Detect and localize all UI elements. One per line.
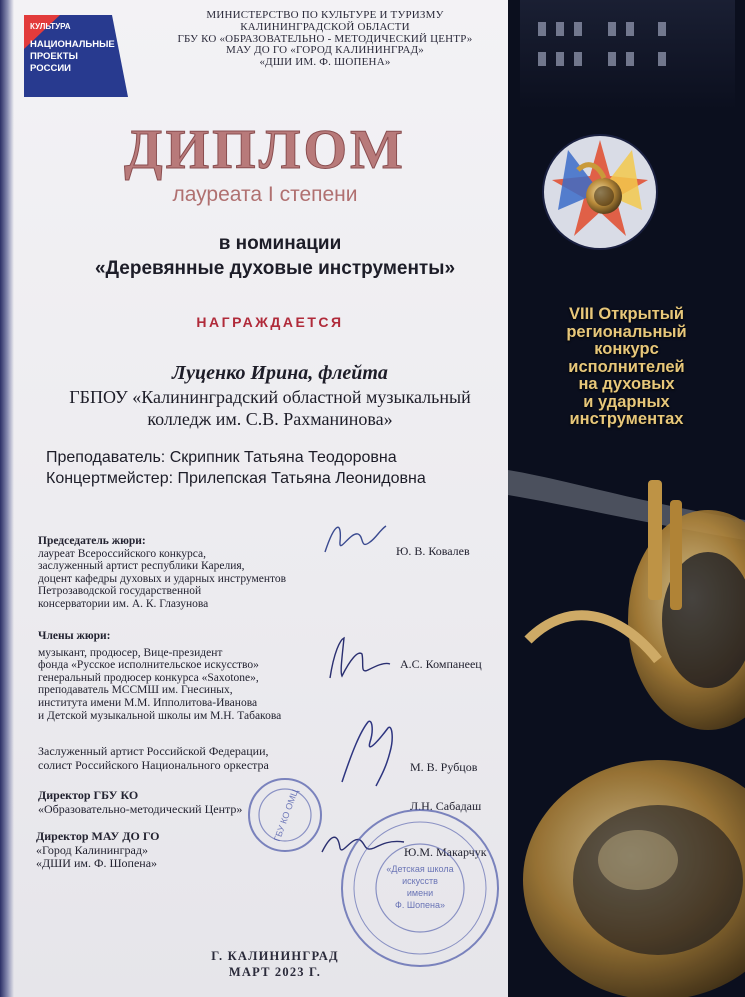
- recipient-name: Луценко Ирина, флейта: [172, 362, 388, 384]
- recipient-institution: [30, 386, 510, 430]
- teachers-block: [46, 447, 426, 489]
- institution-line: колледж им. С.В. Рахманинова»: [147, 409, 393, 429]
- logo-line4: РОССИИ: [30, 63, 71, 74]
- decorative-panel: [508, 0, 745, 997]
- signature-member2: [332, 712, 412, 790]
- accompanist-line: Концертмейстер: Прилепская Татьяна Леонидовна: [46, 470, 426, 487]
- director2-name: Ю.М. Макарчук: [404, 845, 487, 859]
- jury-chair-name: Ю. В. Ковалев: [396, 544, 470, 558]
- jury-chair-line: лауреат Всероссийского конкурса,: [38, 547, 207, 560]
- teacher-line: Преподаватель: Скрипник Татьяна Теодоровна: [46, 449, 397, 466]
- director1-name: Л.Н. Сабадаш: [410, 799, 482, 813]
- contest-title: [508, 306, 745, 429]
- header-line: МИНИСТЕРСТВО ПО КУЛЬТУРЕ И ТУРИЗМУ: [206, 9, 444, 21]
- director2-line: «ДШИ им. Ф. Шопена»: [36, 856, 158, 870]
- jury-chair-line: консерватории им. А. К. Глазунова: [38, 597, 209, 610]
- jury-member1-line: и Детской музыкальной школы им М.Н. Табакова: [38, 709, 282, 722]
- jury-member2-line: солист Российского Национального оркестра: [38, 758, 269, 772]
- jury-member1-line: института имени М.М. Ипполитова-Иванова: [38, 696, 258, 709]
- header-line: МАУ ДО ГО «ГОРОД КАЛИНИНГРАД»: [225, 44, 425, 57]
- signature-member1: [322, 632, 392, 684]
- logo-line2: НАЦИОНАЛЬНЫЕ: [30, 39, 115, 50]
- nomination-label: в номинации: [218, 233, 342, 254]
- contest-emblem: [543, 135, 657, 249]
- stamp2-line: искусств: [402, 876, 438, 886]
- director2-block: [36, 830, 160, 871]
- jury-members-heading: Члены жюри:: [38, 630, 111, 642]
- signature-chair: [320, 512, 390, 562]
- stamp1-text: ГБУ КО ОМЦ: [271, 787, 300, 843]
- director1-block: [38, 788, 242, 816]
- jury-member2-name: М. В. Рубцов: [410, 760, 478, 774]
- footer-city: Г. КАЛИНИНГРАД: [211, 949, 339, 963]
- logo-line1: КУЛЬТУРА: [30, 22, 71, 31]
- jury-member1-line: преподаватель МССМШ им. Гнесиных,: [38, 684, 233, 697]
- jury-member1-name: А.С. Компанеец: [400, 657, 482, 671]
- contest-line: исполнителей: [568, 357, 685, 376]
- jury-member2-block: [38, 744, 269, 772]
- diploma-subtitle: лауреата I степени: [172, 183, 358, 206]
- institution-line: ГБПОУ «Калининградский областной музыкальный: [69, 387, 471, 407]
- jury-chair-line: доцент кафедры духовых и ударных инструментов: [38, 572, 287, 585]
- decorative-artwork: [508, 0, 745, 997]
- jury-member1-line: генеральный продюсер конкурса «Saxotone»,: [38, 671, 259, 684]
- jury-chair-heading: Председатель жюри:: [38, 535, 146, 547]
- jury-member1-line: музыкант, продюсер, Вице-президент: [38, 646, 223, 659]
- footer-date: МАРТ 2023 Г.: [228, 965, 322, 979]
- director1-line: «Образовательно-методический Центр»: [38, 802, 243, 816]
- awarded-label: НАГРАЖДАЕТСЯ: [196, 314, 344, 330]
- stamp-omc: [246, 776, 324, 854]
- contest-line: VIII Открытый: [568, 305, 684, 323]
- contest-line: на духовых: [578, 375, 675, 393]
- stamp2-line: имени: [406, 888, 434, 898]
- contest-line: конкурс: [594, 340, 659, 358]
- contest-line: инструментах: [569, 410, 684, 428]
- header-line: КАЛИНИНГРАДСКОЙ ОБЛАСТИ: [240, 20, 410, 33]
- director1-heading: Директор ГБУ КО: [38, 788, 139, 802]
- jury-chair-line: Петрозаводской государственной: [38, 585, 202, 598]
- jury-chair-line: заслуженный артист республики Карелия,: [38, 560, 245, 573]
- jury-member1-line: фонда «Русское исполнительское искусство»: [38, 659, 259, 672]
- director2-line: «Город Калининград»: [36, 842, 148, 857]
- stamp2-line: Ф. Шопена»: [395, 900, 445, 910]
- header-line: ГБУ КО «ОБРАЗОВАТЕЛЬНО - МЕТОДИЧЕСКИЙ ЦЕНТР»: [177, 32, 473, 45]
- jury-members-block: [38, 630, 281, 722]
- national-projects-logo: [20, 9, 130, 101]
- stamp2-line: «Детская школа: [386, 864, 454, 874]
- diploma-title: ДИПЛОМ: [124, 119, 406, 181]
- footer-city-date: [190, 948, 360, 980]
- header-line: «ДШИ ИМ. Ф. ШОПЕНА»: [259, 56, 391, 69]
- logo-line3: ПРОЕКТЫ: [30, 51, 78, 62]
- issuer-header: [140, 10, 510, 69]
- contest-line: региональный: [566, 322, 687, 341]
- stamp-school: [338, 806, 502, 970]
- director2-heading: Директор МАУ ДО ГО: [36, 829, 160, 843]
- left-edge-shadow: [0, 0, 14, 997]
- contest-line: и ударных: [583, 392, 670, 411]
- jury-member2-line: Заслуженный артист Российской Федерации,: [38, 744, 269, 758]
- jury-chair-block: [38, 535, 286, 611]
- nomination-name: «Деревянные духовые инструменты»: [94, 258, 456, 279]
